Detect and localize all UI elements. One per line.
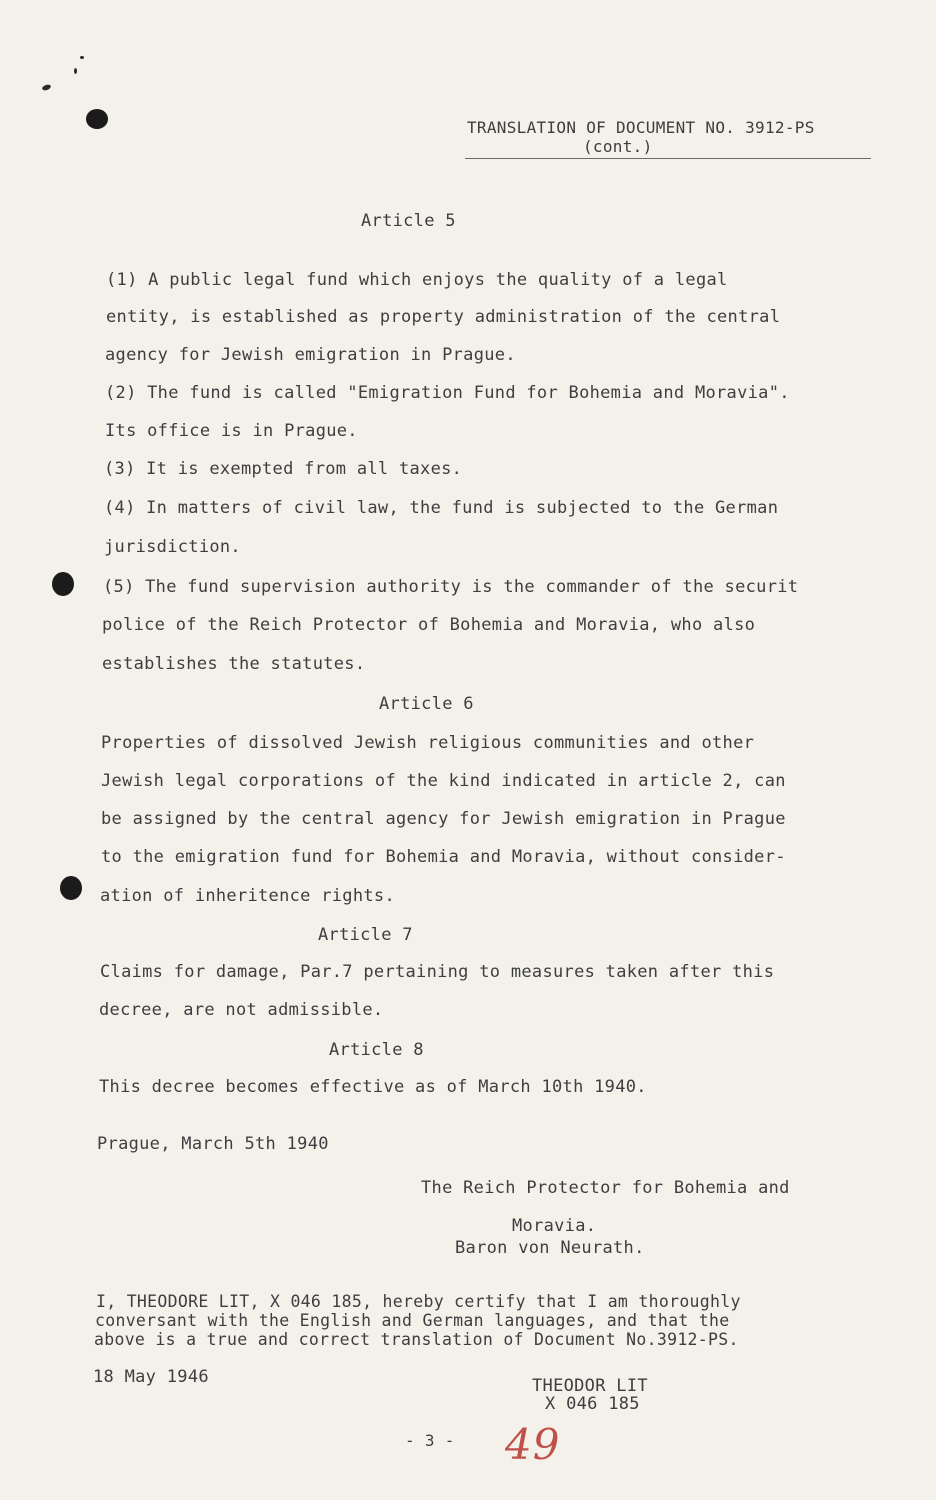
page-number: - 3 -	[405, 1431, 455, 1450]
article-6-line: Jewish legal corporations of the kind indicated in article 2, can	[101, 771, 786, 791]
article-6-line: to the emigration fund for Bohemia and Moravia, without consider-	[101, 847, 786, 867]
certification-line: above is a true and correct translation of Document No.3912-PS.	[94, 1330, 739, 1349]
punch-hole	[86, 109, 108, 129]
signatory-title: The Reich Protector for Bohemia and	[421, 1178, 790, 1198]
paper-speck	[74, 68, 77, 74]
punch-hole	[60, 876, 82, 900]
article-5-line: (4) In matters of civil law, the fund is subjected to the German	[104, 498, 779, 518]
paper-speck	[80, 56, 84, 59]
article-5-line: police of the Reich Protector of Bohemia and Moravia, who also	[102, 615, 756, 635]
article-7-heading: Article 7	[318, 925, 413, 945]
archive-number: 49	[505, 1420, 561, 1469]
article-6-line: Properties of dissolved Jewish religious communities and other	[101, 733, 755, 753]
article-8-line: This decree becomes effective as of March 10th 1940.	[99, 1077, 647, 1097]
article-5-line: entity, is established as property administration of the central	[106, 307, 781, 327]
article-6-line: ation of inheritence rights.	[100, 886, 395, 906]
signatory-name: Baron von Neurath.	[455, 1238, 645, 1258]
article-5-line: agency for Jewish emigration in Prague.	[105, 345, 516, 365]
document-title-continued: (cont.)	[583, 137, 653, 156]
article-5-line: (2) The fund is called "Emigration Fund for Bohemia and Moravia".	[105, 383, 790, 403]
article-8-heading: Article 8	[329, 1040, 424, 1060]
certification-line: conversant with the English and German languages, and that the	[95, 1311, 730, 1330]
signatory-title-cont: Moravia.	[512, 1216, 597, 1236]
article-6-heading: Article 6	[379, 694, 474, 714]
article-5-line: jurisdiction.	[104, 537, 241, 557]
certification-line: I, THEODORE LIT, X 046 185, hereby certify that I am thoroughly	[96, 1292, 741, 1311]
place-date: Prague, March 5th 1940	[97, 1134, 329, 1154]
article-5-heading: Article 5	[361, 211, 456, 231]
translator-id: X 046 185	[545, 1394, 640, 1414]
certification-date: 18 May 1946	[93, 1367, 209, 1387]
article-5-line: establishes the statutes.	[102, 654, 366, 674]
paper-speck	[41, 84, 51, 92]
article-7-line: Claims for damage, Par.7 pertaining to measures taken after this	[100, 962, 775, 982]
punch-hole	[52, 572, 74, 596]
header-underline	[465, 158, 871, 159]
translator-name: THEODOR LIT	[532, 1376, 648, 1396]
article-6-line: be assigned by the central agency for Jewish emigration in Prague	[101, 809, 786, 829]
article-7-line: decree, are not admissible.	[99, 1000, 384, 1020]
article-5-line: (3) It is exempted from all taxes.	[104, 459, 463, 479]
article-5-line: (5) The fund supervision authority is the commander of the securit	[103, 577, 799, 597]
article-5-line: Its office is in Prague.	[105, 421, 358, 441]
document-title: TRANSLATION OF DOCUMENT NO. 3912-PS	[467, 118, 815, 137]
article-5-line: (1) A public legal fund which enjoys the quality of a legal	[106, 270, 728, 290]
